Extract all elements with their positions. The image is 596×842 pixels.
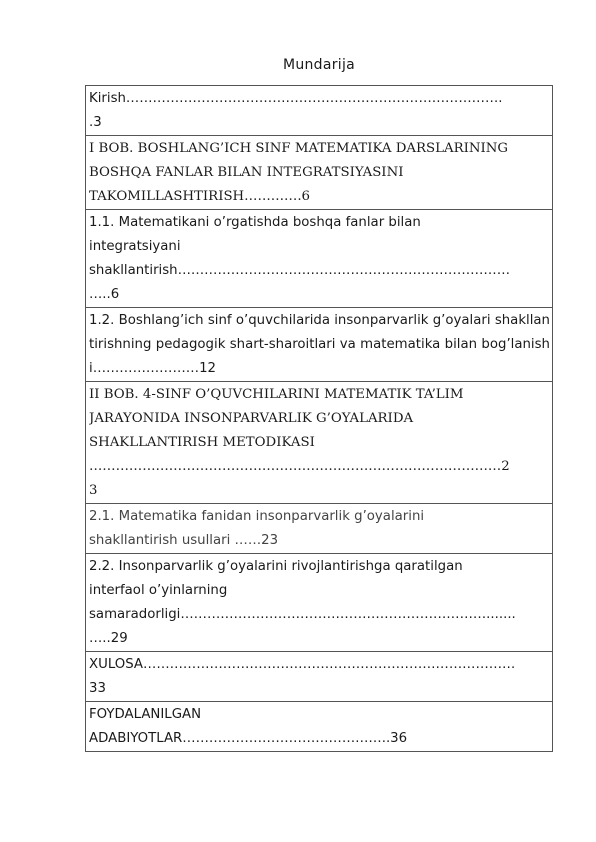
toc-entry-line: JARAYONIDA INSONPARVARLIK G’OYALARIDA (89, 411, 414, 426)
toc-entry-line: 33 (89, 681, 106, 696)
toc-row-conclusion (86, 652, 553, 702)
toc-entry[interactable] (86, 554, 553, 652)
toc-row-section-1-2 (86, 308, 553, 382)
toc-entry-line: shakllantirish………………………………………………………………… (89, 263, 511, 278)
toc-entry-line: 1.1. Matematikani o’rgatishda boshqa fanlar bilan (89, 215, 421, 230)
toc-entry-line: shakllantirish usullari ……23 (89, 533, 279, 548)
toc-entry-line: ADABIYOTLAR………………………………………..36 (89, 731, 408, 746)
page-title: Mundarija (282, 57, 356, 73)
toc-entry-line: FOYDALANILGAN (89, 707, 202, 722)
toc-entry[interactable] (86, 504, 553, 554)
toc-row-section-1-1 (86, 210, 553, 308)
toc-entry-line: integratsiyani (89, 239, 181, 254)
toc-entry-line: I BOB. BOSHLANG’ICH SINF MATEMATIKA DARSLARINING (89, 141, 508, 156)
toc-entry-line: …………………………………………………………………………………2 (89, 459, 510, 474)
toc-entry-line: TAKOMILLASHTIRISH………….6 (89, 189, 311, 204)
toc-entry-line: samaradorligi……………………………………………………………....... (89, 607, 516, 622)
toc-entry-line: 3 (89, 483, 98, 498)
table-of-contents (85, 85, 553, 752)
toc-row-section-2-1 (86, 504, 553, 554)
toc-entry-line: …..29 (89, 631, 128, 646)
toc-entry[interactable] (86, 86, 553, 136)
toc-entry-line: BOSHQA FANLAR BILAN INTEGRATSIYASINI (89, 165, 404, 180)
toc-row-chapter-2 (86, 382, 553, 504)
toc-entry-line: interfaol o’yinlarning (89, 583, 228, 598)
toc-entry-line: .3 (89, 115, 102, 130)
toc-entry[interactable] (86, 210, 553, 308)
toc-entry-line: II BOB. 4-SINF O’QUVCHILARINI MATEMATIK TA’LIM (89, 387, 464, 402)
toc-row-references (86, 702, 553, 752)
toc-entry[interactable] (86, 382, 553, 504)
toc-entry-line: XULOSA………………………………………………………………………… (89, 657, 516, 672)
toc-entry[interactable]: 1.2. Boshlang’ich sinf o’quvchilarida insonparvarlik g’oyalari shakllantirishning pedagogik shart-sharoitlari va matematika bilan bog’lanishi……………………12 (86, 308, 553, 382)
toc-entry-line: Kirish…………………………………………………………………………. (89, 91, 503, 106)
toc-row-introduction (86, 86, 553, 136)
toc-entry-line: SHAKLLANTIRISH METODIKASI (89, 435, 315, 450)
toc-row-section-2-2 (86, 554, 553, 652)
toc-entry-line: 2.1. Matematika fanidan insonparvarlik g’oyalarini (89, 509, 425, 524)
toc-entry[interactable] (86, 702, 553, 752)
toc-row-chapter-1 (86, 136, 553, 210)
toc-entry[interactable] (86, 136, 553, 210)
toc-entry-line: 2.2. Insonparvarlik g’oyalarini rivojlantirishga qaratilgan (89, 559, 463, 574)
toc-entry[interactable] (86, 652, 553, 702)
toc-entry-line: …..6 (89, 287, 120, 302)
